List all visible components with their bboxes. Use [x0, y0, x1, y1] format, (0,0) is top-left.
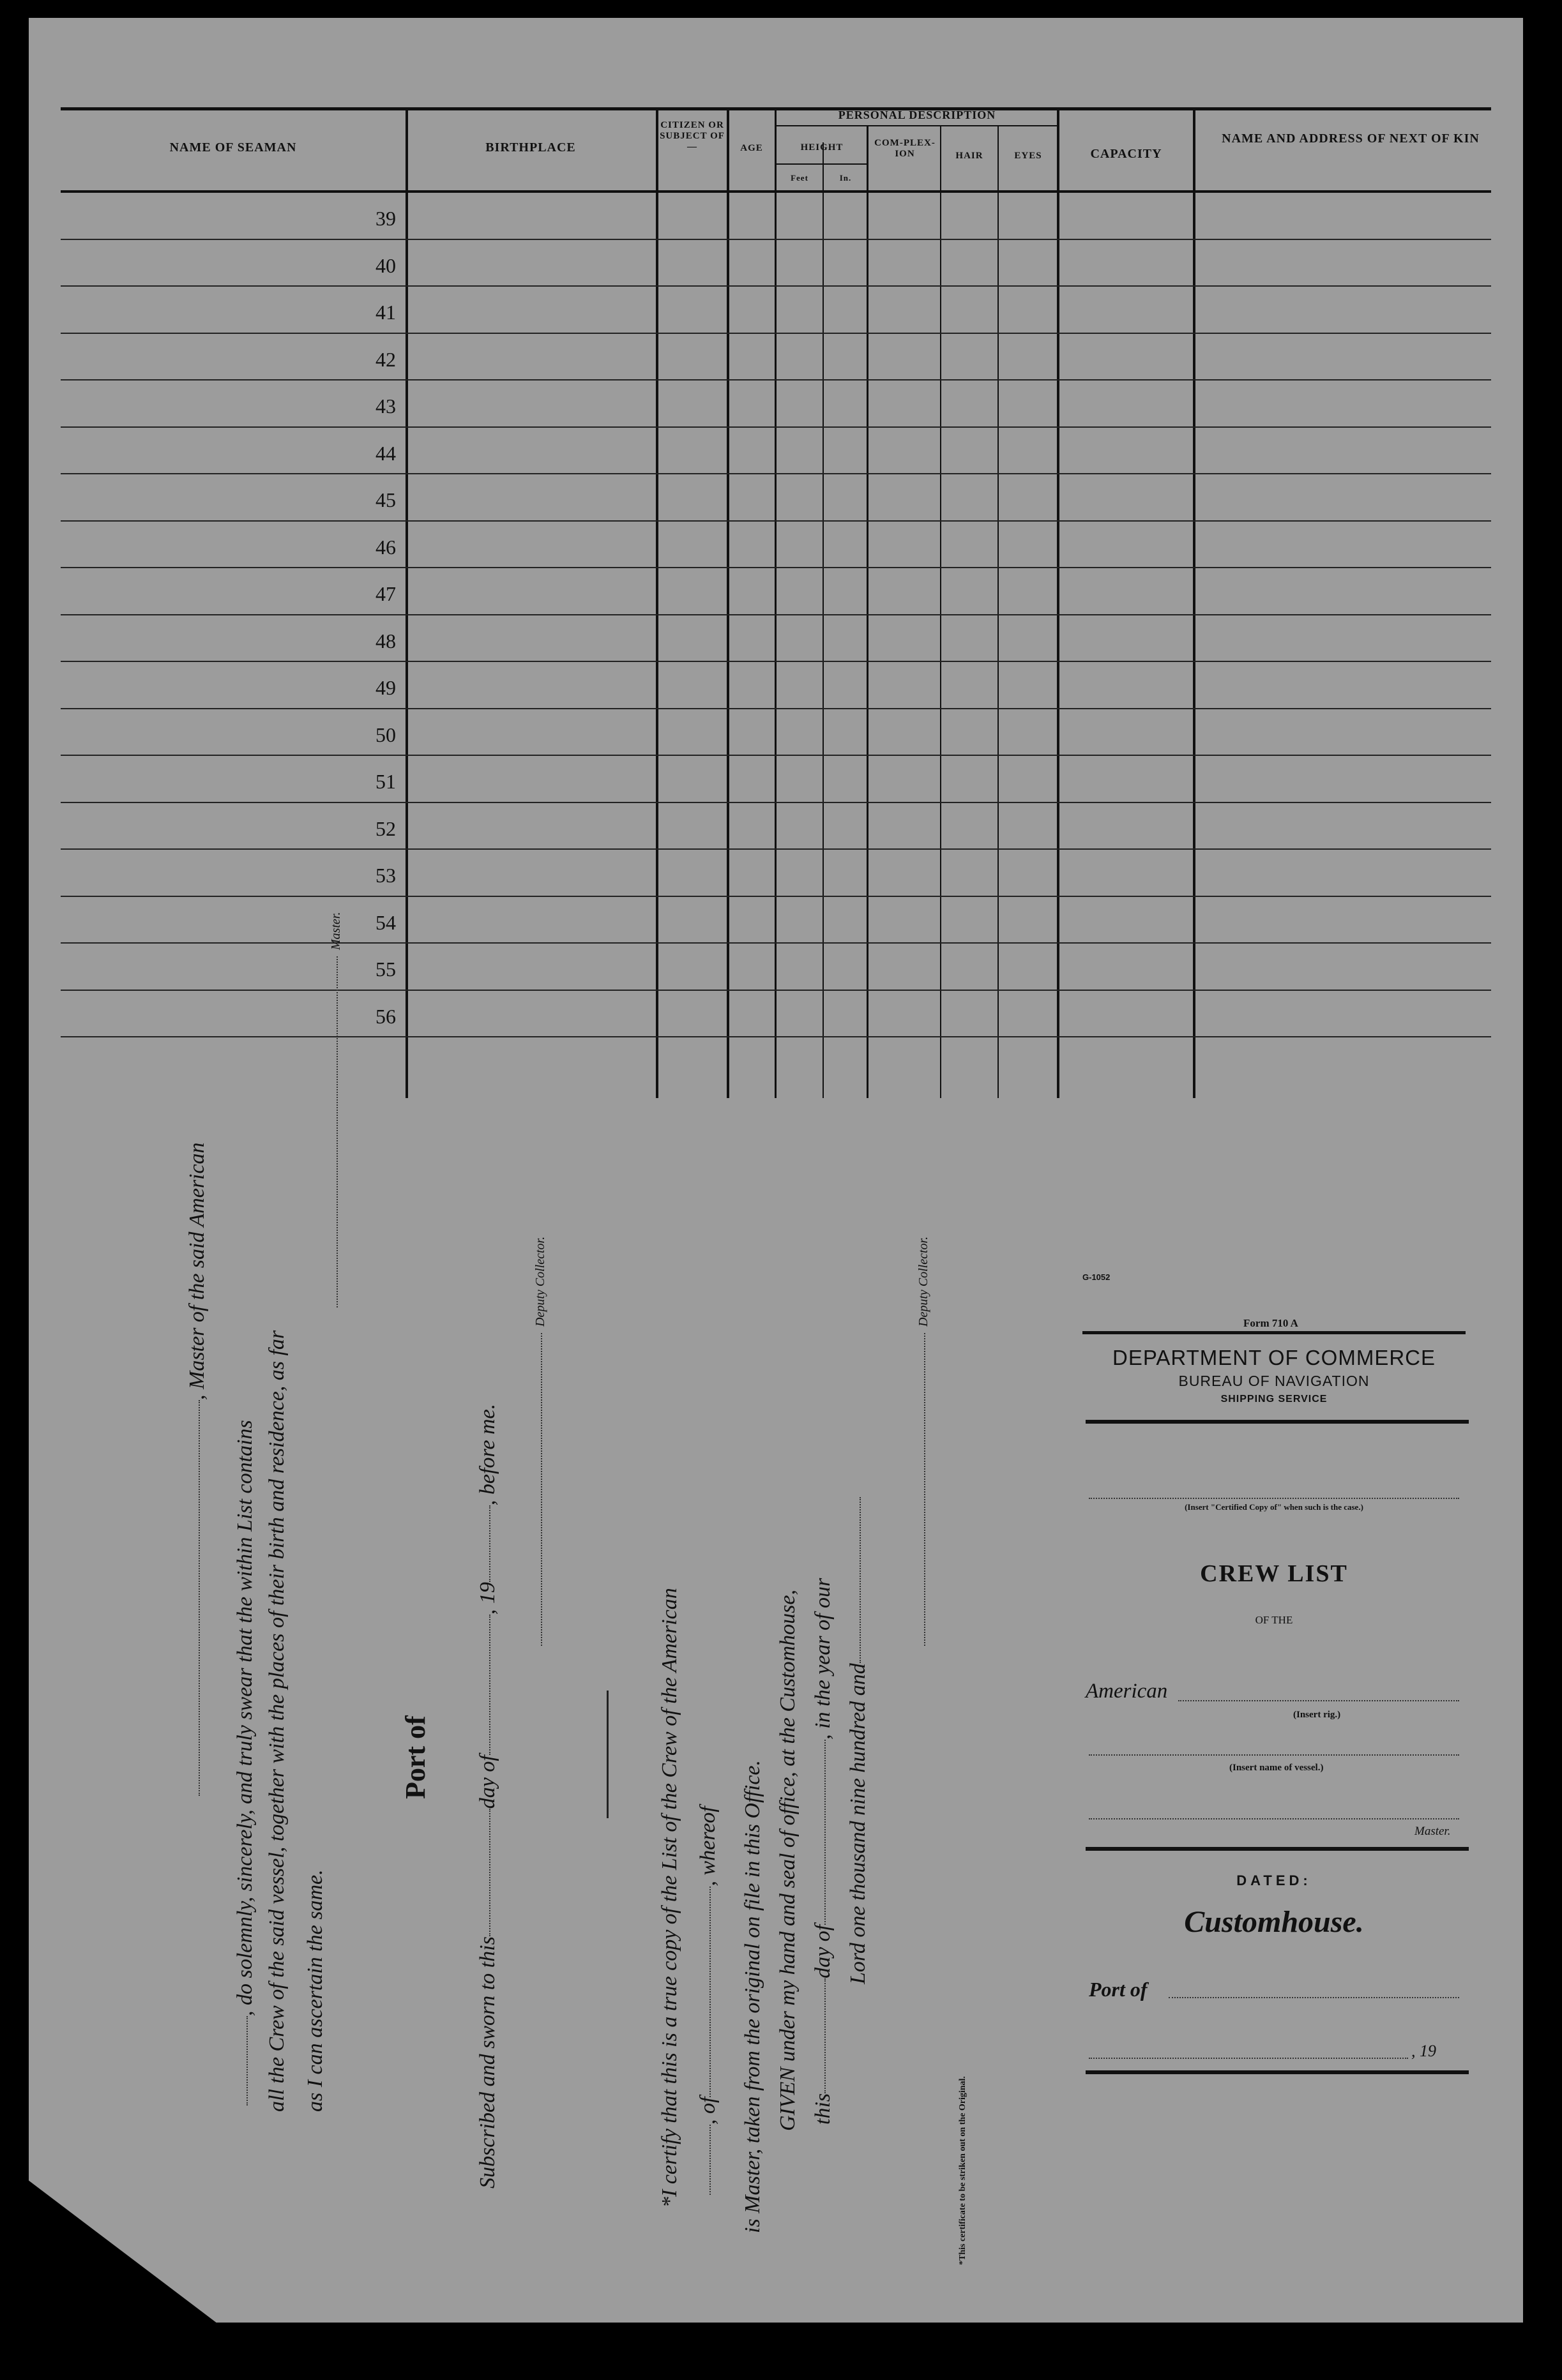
oath-line-1: [185, 1142, 209, 1796]
row-number: 44: [375, 441, 396, 465]
of-the-label: OF THE: [1255, 1614, 1293, 1626]
insert-certified-note: (Insert "Certified Copy of" when such is the case.): [1185, 1502, 1363, 1512]
header-next-of-kin: NAME AND ADDRESS OF NEXT OF KIN: [1222, 132, 1480, 146]
header-complexion: COM-PLEX-ION: [874, 138, 936, 159]
row-number: 41: [375, 301, 396, 324]
master-label: Master.: [1414, 1825, 1451, 1838]
row-number: 45: [375, 488, 396, 511]
dated-rule: [1086, 1847, 1469, 1851]
row-number: 48: [375, 629, 396, 652]
header-citizen: CITIZEN OR SUBJECT OF—: [660, 120, 725, 152]
day-of-text: day of: [476, 1755, 499, 1809]
crew-list-title: CREW LIST: [1200, 1560, 1348, 1587]
cert-year-text: , in the year of our: [811, 1578, 835, 1740]
insert-name-note: (Insert name of vessel.): [1229, 1763, 1324, 1773]
form-rule-top: [1082, 1331, 1466, 1334]
oath-line-4: as I can ascertain the same.: [303, 1869, 327, 2112]
vessel-rig-field[interactable]: [1178, 1700, 1459, 1701]
dated-label: DATED:: [1236, 1872, 1312, 1888]
header-birthplace: BIRTHPLACE: [485, 140, 576, 154]
row-number: 46: [375, 535, 396, 559]
certificate-line-1: *I certify that this is a true copy of the List of the Crew of the American: [658, 1588, 681, 2208]
row-number: 55: [375, 958, 396, 981]
header-personal-description: PERSONAL DESCRIPTION: [838, 109, 996, 121]
cert-dayof-text: day of: [811, 1924, 835, 1978]
header-age: AGE: [740, 143, 763, 153]
row-number: 42: [375, 347, 396, 371]
vessel-name-field[interactable]: [1089, 1754, 1459, 1756]
deputy-collector-label-2: Deputy Collector.: [916, 1236, 930, 1327]
date-field[interactable]: [1089, 2058, 1408, 2059]
row-number: 50: [375, 723, 396, 746]
oath-text-1: , Master of the said American: [185, 1142, 209, 1400]
header-height: HEIGHT: [800, 142, 844, 153]
port-field[interactable]: [1169, 1997, 1459, 1998]
subscribed-line: [476, 1404, 500, 2188]
department-title: DEPARTMENT OF COMMERCE: [1112, 1346, 1436, 1369]
row-number: 56: [375, 1004, 396, 1028]
oath-section: [29, 18, 1523, 2323]
row-number: 39: [375, 207, 396, 230]
cert-this-text: this: [811, 2093, 835, 2125]
row-number: 53: [375, 864, 396, 887]
header-inches: In.: [839, 173, 852, 183]
deputy-collector-label: Deputy Collector.: [533, 1236, 547, 1327]
cover-port-of-label: Port of: [1089, 1978, 1148, 2001]
year-text: , 19: [476, 1582, 499, 1615]
certificate-line-3: is Master, taken from the original on file in this Office.: [741, 1759, 764, 2233]
row-number: 47: [375, 582, 396, 605]
certificate-line-2: [696, 1806, 720, 2195]
certified-copy-field[interactable]: [1089, 1498, 1459, 1499]
year-label: , 19: [1411, 2042, 1436, 2060]
form-number: Form 710 A: [1243, 1317, 1298, 1329]
subscribed-text: Subscribed and sworn to this: [476, 1936, 499, 2188]
form-rule-bottom: [1086, 1420, 1469, 1424]
cert-whereof-text: , whereof: [696, 1806, 720, 1887]
master-name-field[interactable]: [1089, 1818, 1459, 1819]
master-signature-line: [329, 912, 344, 1307]
cert-of-text: , of: [696, 2097, 720, 2125]
row-number: 51: [375, 770, 396, 793]
cover-bottom-rule: [1086, 2070, 1469, 2074]
cert-lord-text: Lord one thousand nine hundred and: [846, 1663, 870, 1984]
certificate-footnote: *This certificate to be striken out on the Original.: [958, 2076, 967, 2265]
oath-line-2: [233, 1420, 257, 2105]
master-label: Master.: [329, 912, 343, 950]
insert-rig-note: (Insert rig.): [1293, 1710, 1341, 1720]
oath-line-3: all the Crew of the said vessel, together with the places of their birth and residence, as far: [265, 1330, 289, 2112]
header-feet: Feet: [791, 173, 808, 183]
american-label: American: [1086, 1680, 1168, 1703]
before-me-text: , before me.: [476, 1403, 499, 1506]
header-name: NAME OF SEAMAN: [169, 140, 297, 154]
row-number: 43: [375, 395, 396, 418]
row-number: 40: [375, 253, 396, 277]
header-eyes: EYES: [1014, 151, 1042, 161]
deputy-collector-line-1: [533, 1237, 548, 1646]
certificate-line-4: GIVEN under my hand and seal of office, at the Customhouse,: [776, 1589, 800, 2131]
deputy-collector-line-2: [916, 1237, 931, 1646]
row-number: 52: [375, 817, 396, 840]
oath-text-2: , do solemnly, sincerely, and truly swear that the within List contains: [233, 1420, 257, 2016]
section-divider: [607, 1691, 609, 1818]
document-page: [29, 18, 1523, 2323]
certificate-line-6: [846, 1497, 870, 1984]
bureau-title: BUREAU OF NAVIGATION: [1178, 1373, 1370, 1389]
header-capacity: CAPACITY: [1090, 147, 1162, 161]
form-code: G-1052: [1082, 1272, 1111, 1282]
oath-port-of: Port of: [400, 1715, 431, 1799]
header-hair: HAIR: [955, 151, 983, 161]
row-number: 54: [375, 910, 396, 934]
torn-corner: [22, 2176, 233, 2335]
row-number: 49: [375, 676, 396, 699]
certificate-line-5: [811, 1578, 835, 2125]
customhouse-label: Customhouse.: [1184, 1905, 1364, 1939]
service-title: SHIPPING SERVICE: [1220, 1394, 1328, 1405]
